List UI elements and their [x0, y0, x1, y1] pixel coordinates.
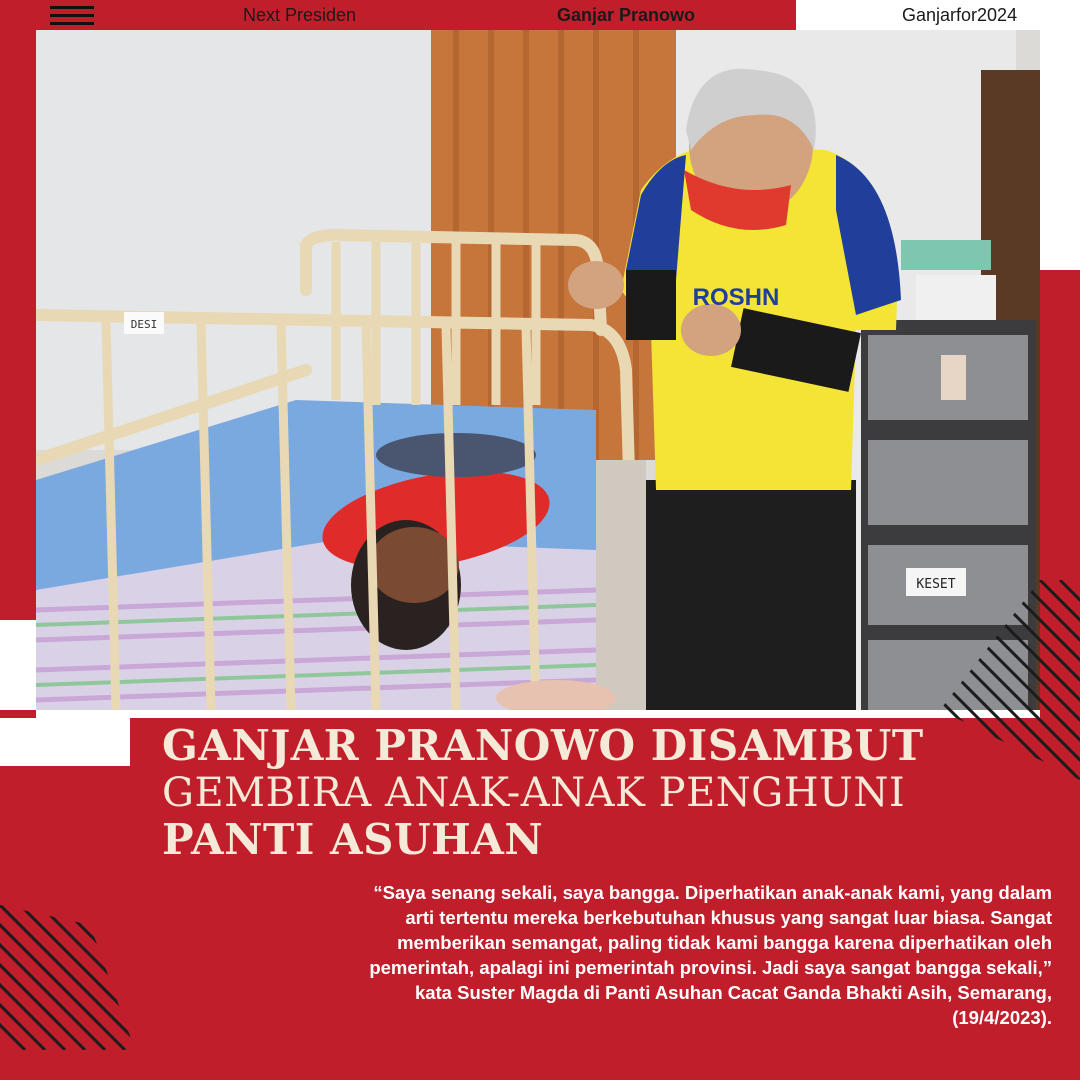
quote-line: pemerintah, apalagi ini pemerintah provinsi. Jadi saya sangat bangga sekali,” — [369, 957, 1052, 978]
hatch-decoration-left — [0, 905, 135, 1050]
headline-line-2: GEMBIRA ANAK-ANAK PENGHUNI — [162, 770, 906, 816]
photo-illustration — [36, 30, 1040, 710]
hero-photo — [36, 30, 1040, 710]
bed-label-text: DESI — [130, 318, 158, 331]
headline — [162, 722, 1022, 864]
headline-line-1: GANJAR PRANOWO DISAMBUT — [162, 721, 924, 770]
headline-line-3: PANTI ASUHAN — [162, 815, 544, 864]
quote-line: arti tertentu mereka berkebutuhan khusus yang sangat luar biasa. Sangat — [405, 907, 1052, 928]
left-red-bar — [0, 30, 36, 620]
header-bar — [0, 0, 1080, 30]
quote-line: (19/4/2023). — [952, 1007, 1052, 1028]
hamburger-menu-icon[interactable] — [50, 6, 94, 26]
quote-paragraph — [232, 880, 1052, 1030]
quote-line: kata Suster Magda di Panti Asuhan Cacat Ganda Bhakti Asih, Semarang, — [414, 982, 1052, 1003]
nav-next-presiden[interactable]: Next Presiden — [243, 5, 357, 25]
quote-line: memberikan semangat, paling tidak kami bangga karena diperhatikan oleh — [397, 932, 1052, 953]
nav-hashtag[interactable]: Ganjarfor2024 — [902, 5, 1018, 25]
quote-line: “Saya senang sekali, saya bangga. Diperhatikan anak-anak kami, yang dalam — [373, 882, 1052, 903]
nav-candidate-name[interactable]: Ganjar Pranowo — [557, 5, 696, 25]
white-notch — [0, 718, 130, 766]
shirt-text: ROSHN — [692, 284, 780, 311]
drawer-label-text: KESET — [916, 577, 956, 592]
divider-strip — [36, 710, 1040, 718]
